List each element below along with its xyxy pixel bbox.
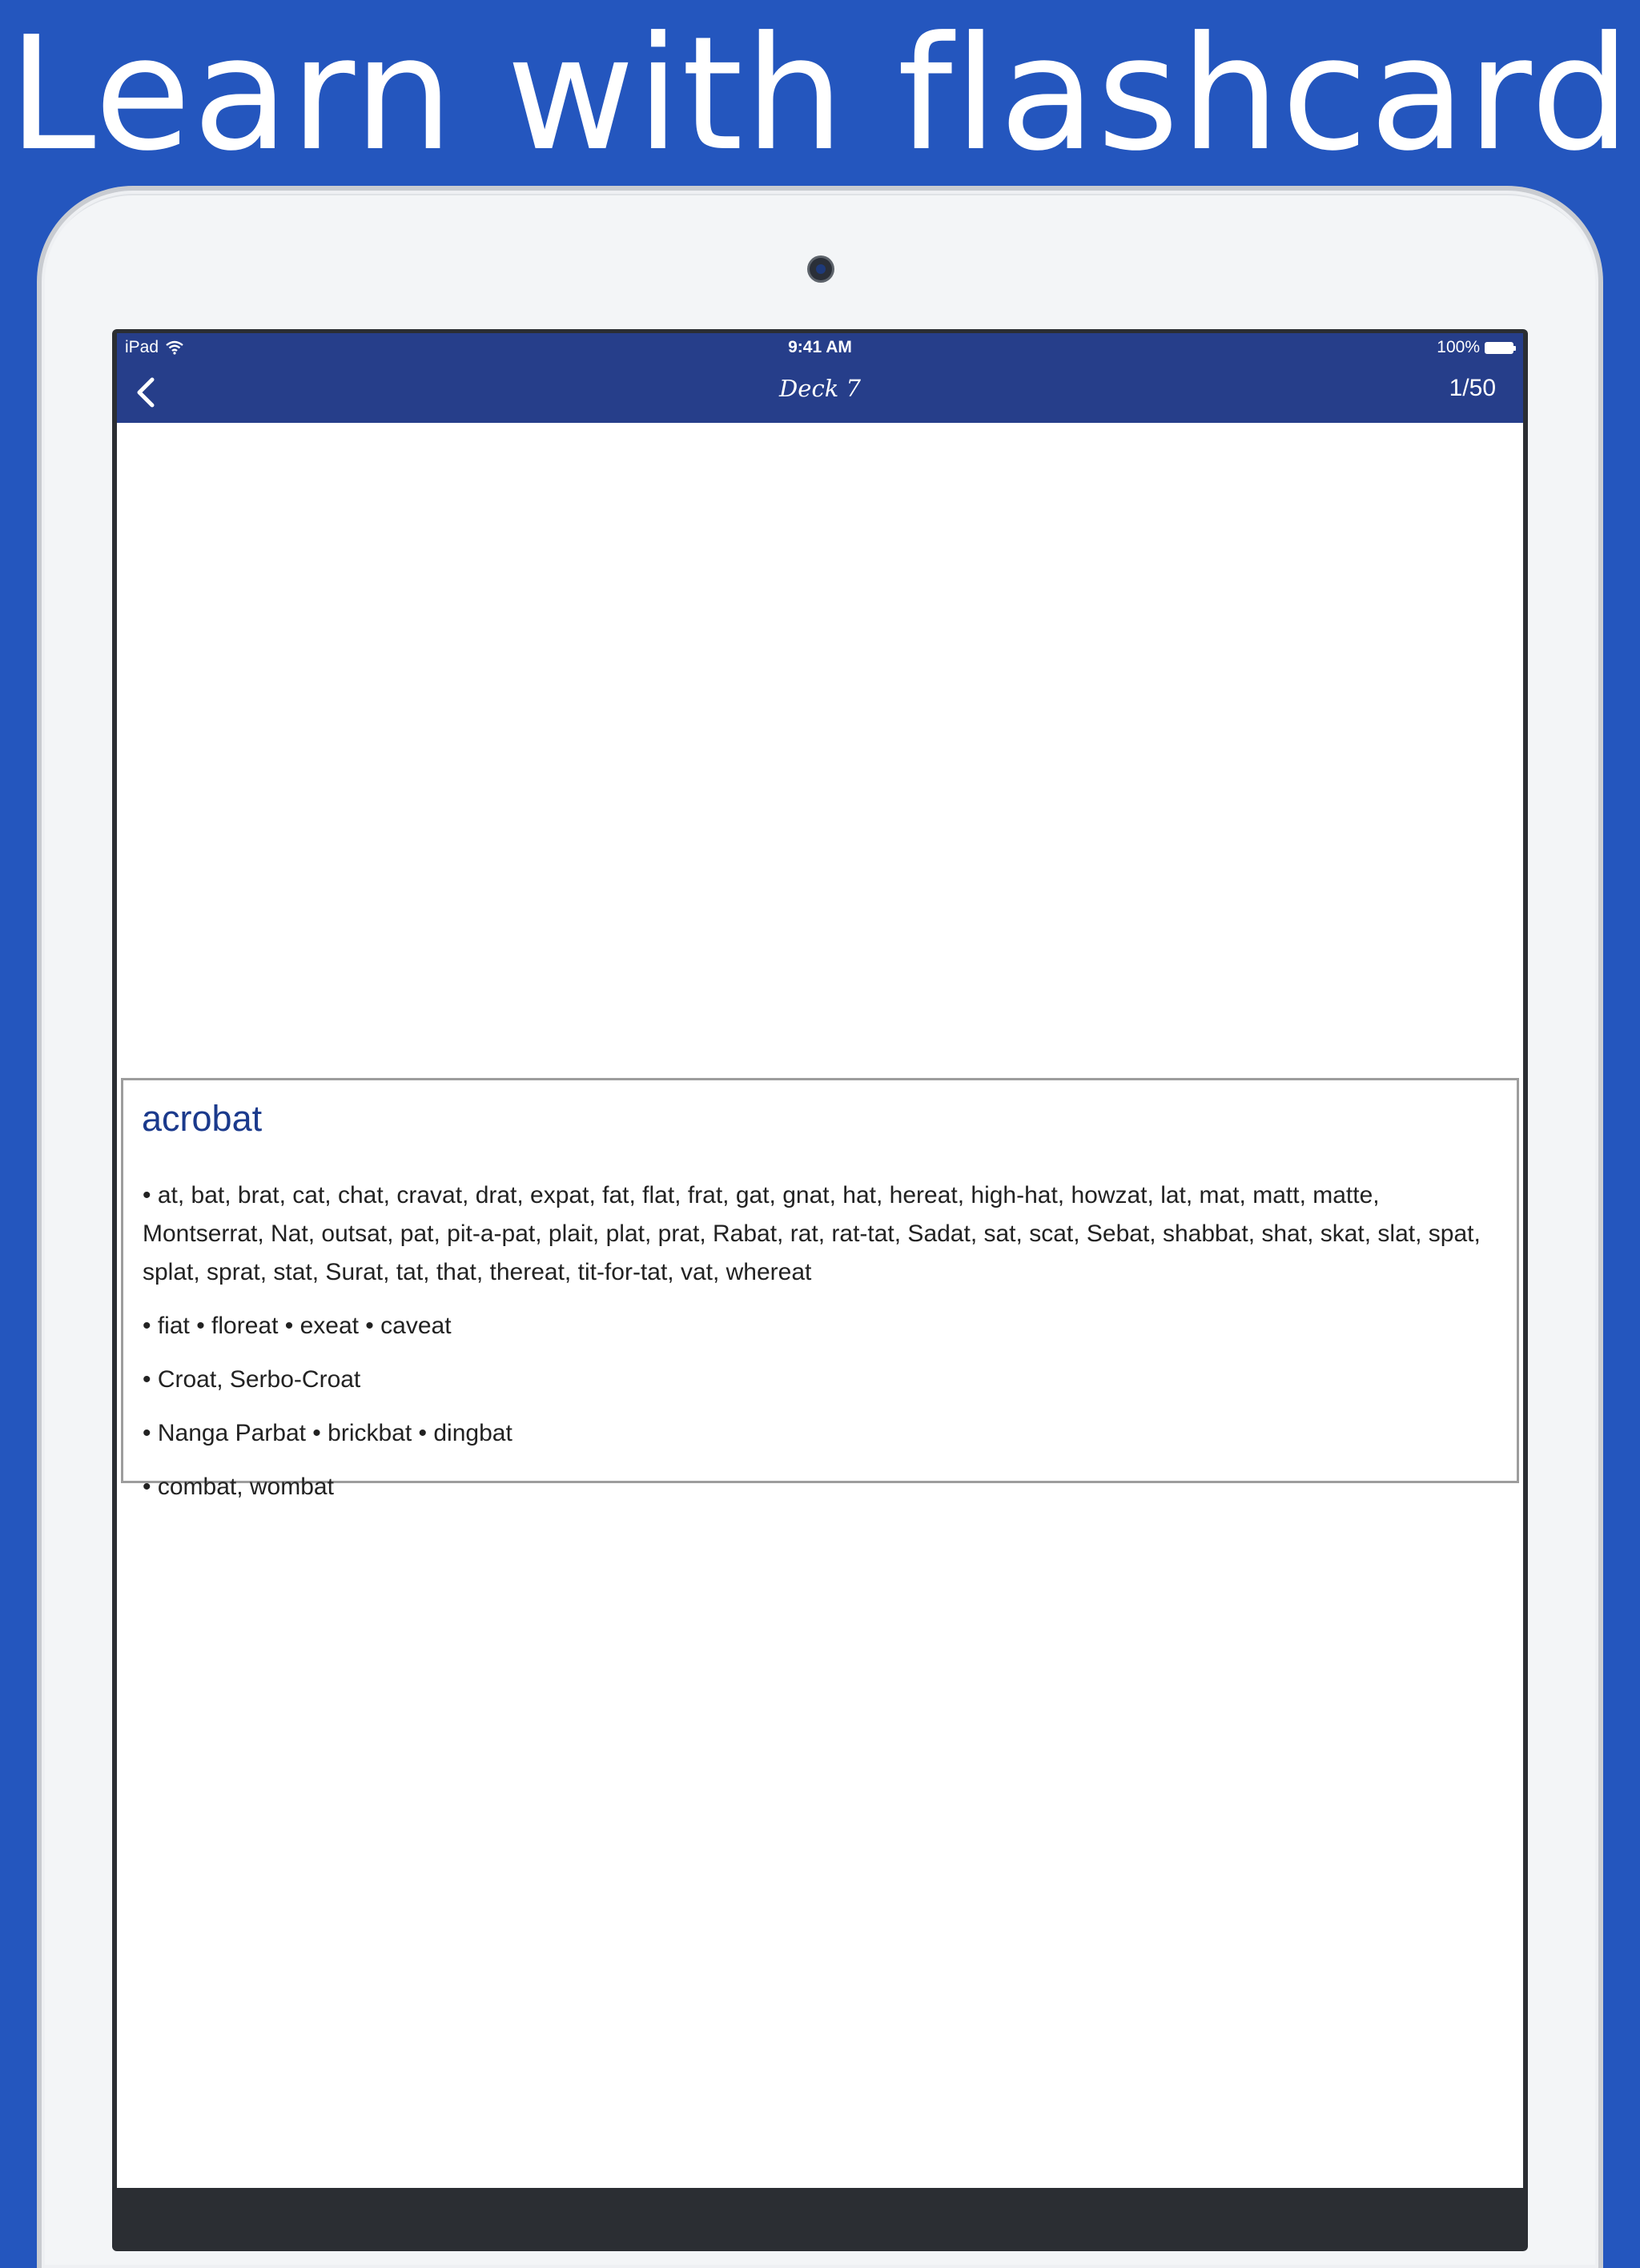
headline: Learn with flashcard <box>8 3 1632 186</box>
camera-icon <box>810 258 832 280</box>
flashcard[interactable] <box>121 1078 1519 1500</box>
card-word: acrobat <box>142 1098 263 1139</box>
card-counter: 1/50 <box>1449 375 1496 401</box>
deck-title: Deck 7 <box>779 375 861 402</box>
navigation-bar <box>117 362 1523 423</box>
rhyme-group: • combat, wombat <box>143 1474 334 1500</box>
rhyme-group: • at, bat, brat, cat, chat, cravat, drat, expat, fat, flat, frat, gat, gnat, hat, hereat, high-hat, howzat, lat, mat, matt, matte, Montserrat, Nat, outsat, pat, pit-a-pat, plait, plat, prat, Rabat, rat, rat-tat, Sadat, sat, scat, Sebat, shabbat, shat, skat, slat, spat, splat, sprat, stat, Surat, tat, that, thereat, tit-for-tat, vat, whereat <box>143 1182 1481 1285</box>
rhyme-group: • fiat • floreat • exeat • caveat <box>143 1313 452 1339</box>
battery-percent: 100% <box>1437 338 1480 356</box>
rhyme-group: • Croat, Serbo-Croat <box>143 1366 361 1393</box>
status-bar <box>117 333 1523 362</box>
device-label: iPad <box>125 338 159 356</box>
battery-icon <box>1485 342 1513 354</box>
status-time: 9:41 AM <box>788 338 852 356</box>
rhyme-group: • Nanga Parbat • brickbat • dingbat <box>143 1420 512 1446</box>
card-rhymes <box>143 1176 1504 1522</box>
